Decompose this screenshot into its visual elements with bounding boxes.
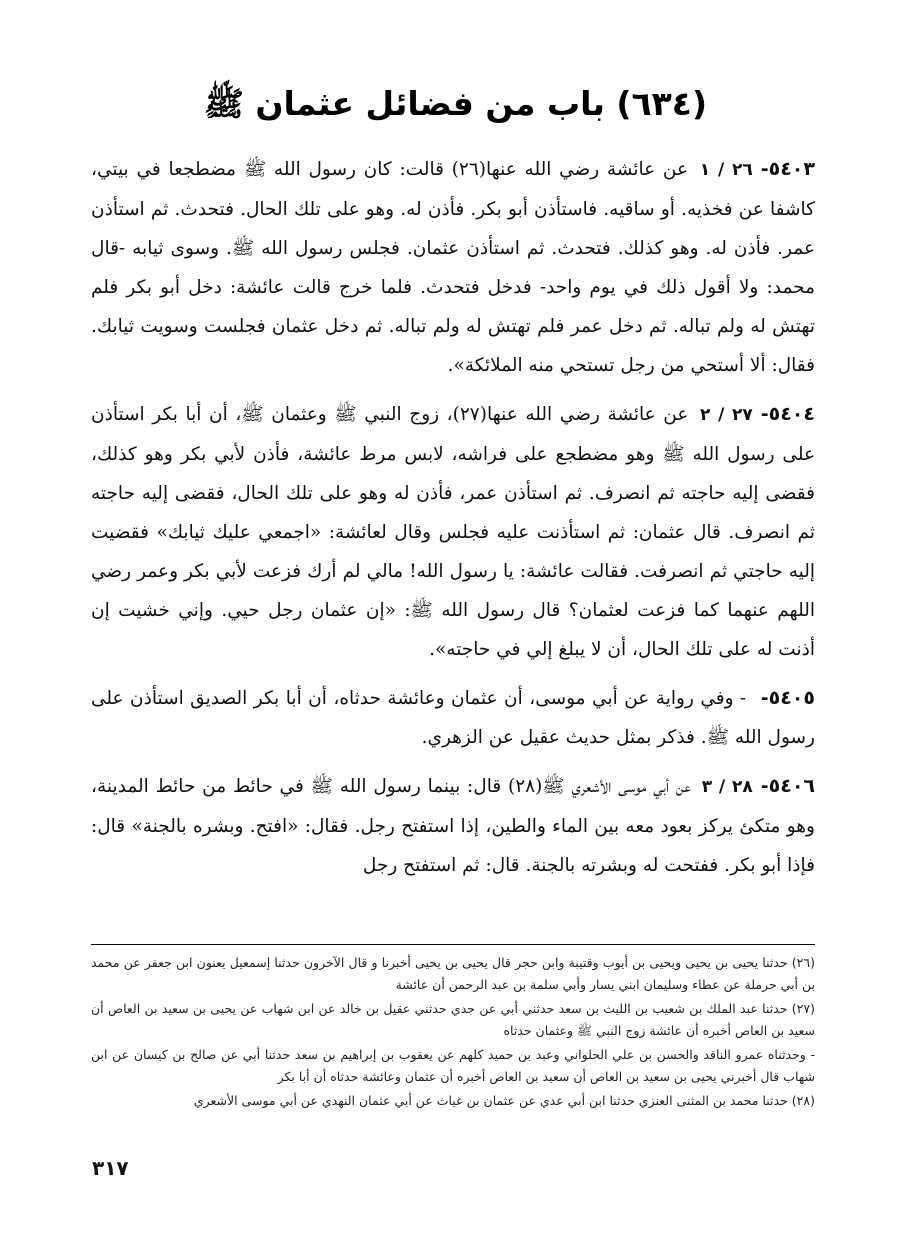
page-number: ٣١٧ <box>92 1156 129 1180</box>
hadith-text: عن عائشة رضي الله عنها(٢٦) قالت: كان رسول الله ﷺ مضطجعا في بيتي، كاشفا عن فخذيه. أو ساقيه. فاستأذن أبو بكر. فأذن له. وهو على تلك الحال. فتحدث. ثم استأذن عمر. فأذن له. وهو كذلك. فتحدث. ثم استأذن عثمان. فجلس رسول الله ﷺ. وسوى ثيابه -قال محمد: ولا أقول ذلك في يوم واحد- فدخل فتحدث. فلما خرج قالت عائشة: دخل أبو بكر فلم تهتش له ولم تباله. ثم دخل عمر فلم تهتش له ولم تباله. ثم دخل عثمان فجلست وسويت ثيابك. فقال: ألا أستحي من رجل تستحي منه الملائكة». <box>91 159 815 376</box>
hadith-5404 <box>91 395 815 669</box>
footnote-28: (٢٨) حدثنا محمد بن المثنى العنزي حدثنا ابن أبي عدي عن عثمان بن غياث عن أبي عثمان النهدي عن أبي موسى الأشعري <box>193 1093 815 1108</box>
hadith-text: - وفي رواية عن أبي موسى، أن عثمان وعائشة حدثاه، أن أبا بكر الصديق استأذن على رسول الله ﷺ. فذكر بمثل حديث عقيل عن الزهري. <box>91 688 815 748</box>
hadith-5406 <box>91 767 815 885</box>
hadith-number: ٥٤٠٦- <box>760 775 816 797</box>
hadith-subnumber: ٢٨ / ٣ <box>701 777 753 797</box>
footnote-27: (٢٧) حدثنا عبد الملك بن شعيب بن الليث بن سعد حدثني أبي عن جدي حدثني عقيل بن خالد عن ابن شهاب عن يحيى بن سعيد بن العاص أن سعيد بن العاص أخبره أن عائشة زوج النبي ﷺ وعثمان حدثاه <box>91 1001 815 1038</box>
chapter-title: (٦٣٤) باب من فضائل عثمان ﷺ <box>203 84 708 123</box>
hadith-number: ٥٤٠٣- <box>760 158 815 180</box>
hadith-subnumber: ٢٧ / ٢ <box>700 405 753 425</box>
footnote-26: (٢٦) حدثنا يحيى بن يحيى ويحيى بن أيوب وقتيبة وابن حجر قال يحيى بن يحيى أخبرنا و قال الآخرون حدثنا إسمعيل يعنون ابن جعفر عن محمد بن أبي حرملة عن عطاء وسليمان ابني يسار وأبي سلمة بن عبد الرحمن أن عائشة <box>91 955 815 992</box>
hadith-text: عن عائشة رضي الله عنها(٢٧)، زوج النبي ﷺ وعثمان ﷺ، أن أبا بكر استأذن على رسول الله ﷺ وهو مضطجع على فراشه، لابس مرط عائشة، فأذن لأبي بكر وهو كذلك، فقضى إليه حاجته ثم انصرف. ثم استأذن عمر، فأذن له وهو على تلك الحال، فقضى إليه حاجته ثم انصرف. قال عثمان: ثم استأذنت عليه فجلس وقال لعائشة: «اجمعي عليك ثيابك» فقضيت إليه حاجتي ثم انصرفت. فقالت عائشة: يا رسول الله! مالي لم أرك فزعت لأبي بكر وعمر رضي اللهم عنهما كما فزعت لعثمان؟ قال رسول الله ﷺ: «إن عثمان رجل حيي. وإني خشيت إن أذنت له على تلك الحال، أن لا يبلغ إلي في حاجته». <box>91 404 815 660</box>
hadith-text: عن أبي موسى الأشعري ﷺ(٢٨) قال: بينما رسول الله ﷺ في حائط من حائط المدينة، وهو متكئ يركز بعود معه بين الماء والطين، إذا استفتح رجل. فقال: «افتح. وبشره بالجنة» قال: فإذا أبو بكر. ففتحت له وبشرته بالجنة. قال: ثم استفتح رجل <box>91 776 815 876</box>
hadith-5405 <box>91 679 815 757</box>
hadith-number: ٥٤٠٤- <box>760 403 815 425</box>
footnotes <box>91 952 815 1114</box>
hadith-subnumber: ٢٦ / ١ <box>699 160 753 180</box>
footnote-divider <box>91 944 815 945</box>
hadith-body <box>91 150 815 895</box>
hadith-5403 <box>91 150 815 385</box>
hadith-number: ٥٤٠٥- <box>760 687 815 709</box>
footnote-27-continued: - وحدثناه عمرو الناقد والحسن بن علي الحلواني وعبد بن حميد كلهم عن يعقوب بن إبراهيم بن سعد حدثنا أبي عن صالح بن كيسان عن ابن شهاب قال أخبرني يحيى بن سعيد بن العاص أن سعيد بن العاص أخبره أن عثمان وعائشة حدثاه أن أبا بكر <box>91 1047 815 1084</box>
